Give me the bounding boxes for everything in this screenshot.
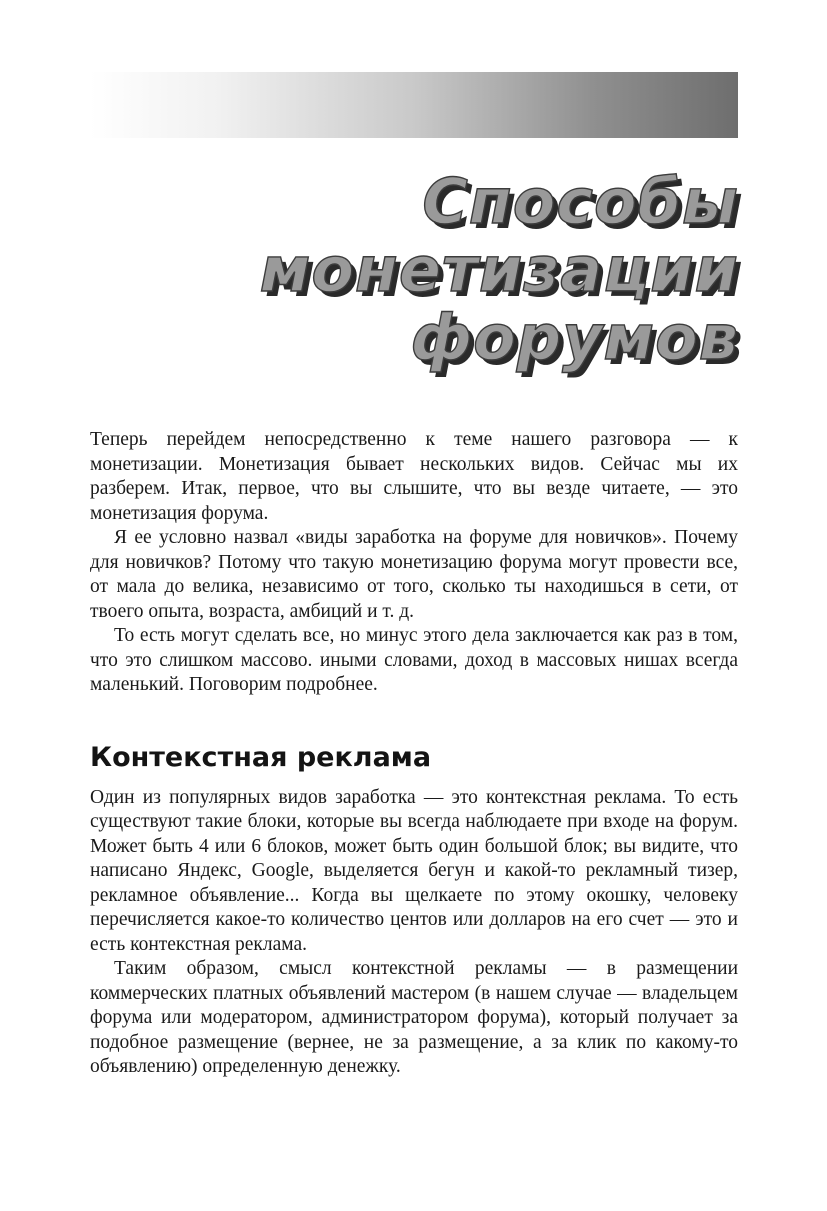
section-paragraph: Один из популярных видов заработка — это контекстная реклама. То есть существуют такие блоки, которые вы всегда наблюдаете при входе на форум. Может быть 4 или 6 блоков, может быть один большой блок; вы видите, что написано Яндекс, Google, выделяется бегун и какой-то рекламный тизер, рекламное объявление... Когда вы щелкаете по этому окошку, человеку перечисляется какое-то количество центов или долларов на его счет — это и есть контекстная реклама. [90, 786, 738, 955]
intro-paragraph: То есть могут сделать все, но минус этого дела заключается как раз в том, что это слишком массово. иными словами, доход в массовых нишах всегда маленький. Поговорим подробнее. [90, 625, 738, 695]
intro-paragraph: Теперь перейдем непосредственно к теме нашего разговора — к монетизации. Монетизация бывает нескольких видов. Сейчас мы их разберем. Итак, первое, что вы слышите, что вы везде читаете, — это монетизация форума. [90, 429, 738, 524]
chapter-header-bar [90, 72, 738, 138]
chapter-title-line: форумов [410, 301, 739, 374]
page-content [90, 428, 738, 1080]
section-heading: Контекстная реклама [90, 741, 432, 773]
intro-paragraph: Я ее условно назвал «виды заработка на форуме для новичков». Почему для новичков? Потому что такую монетизацию форума могут провести все, от мала до велика, независимо от того, сколько ты находишься в сети, от твоего опыта, возраста, амбиций и т. д. [90, 527, 738, 622]
chapter-title-line: Способы [422, 165, 739, 238]
chapter-title-line: монетизации [259, 233, 739, 306]
section-paragraph: Таким образом, смысл контекстной рекламы — в размещении коммерческих платных объявлений мастером (в нашем случае — владельцем форума или модератором, администратором форума), который получает за подобное размещение (вернее, не за размещение, а за клик по какому-то объявлению) определенную денежку. [90, 958, 738, 1077]
chapter-title [179, 165, 739, 374]
